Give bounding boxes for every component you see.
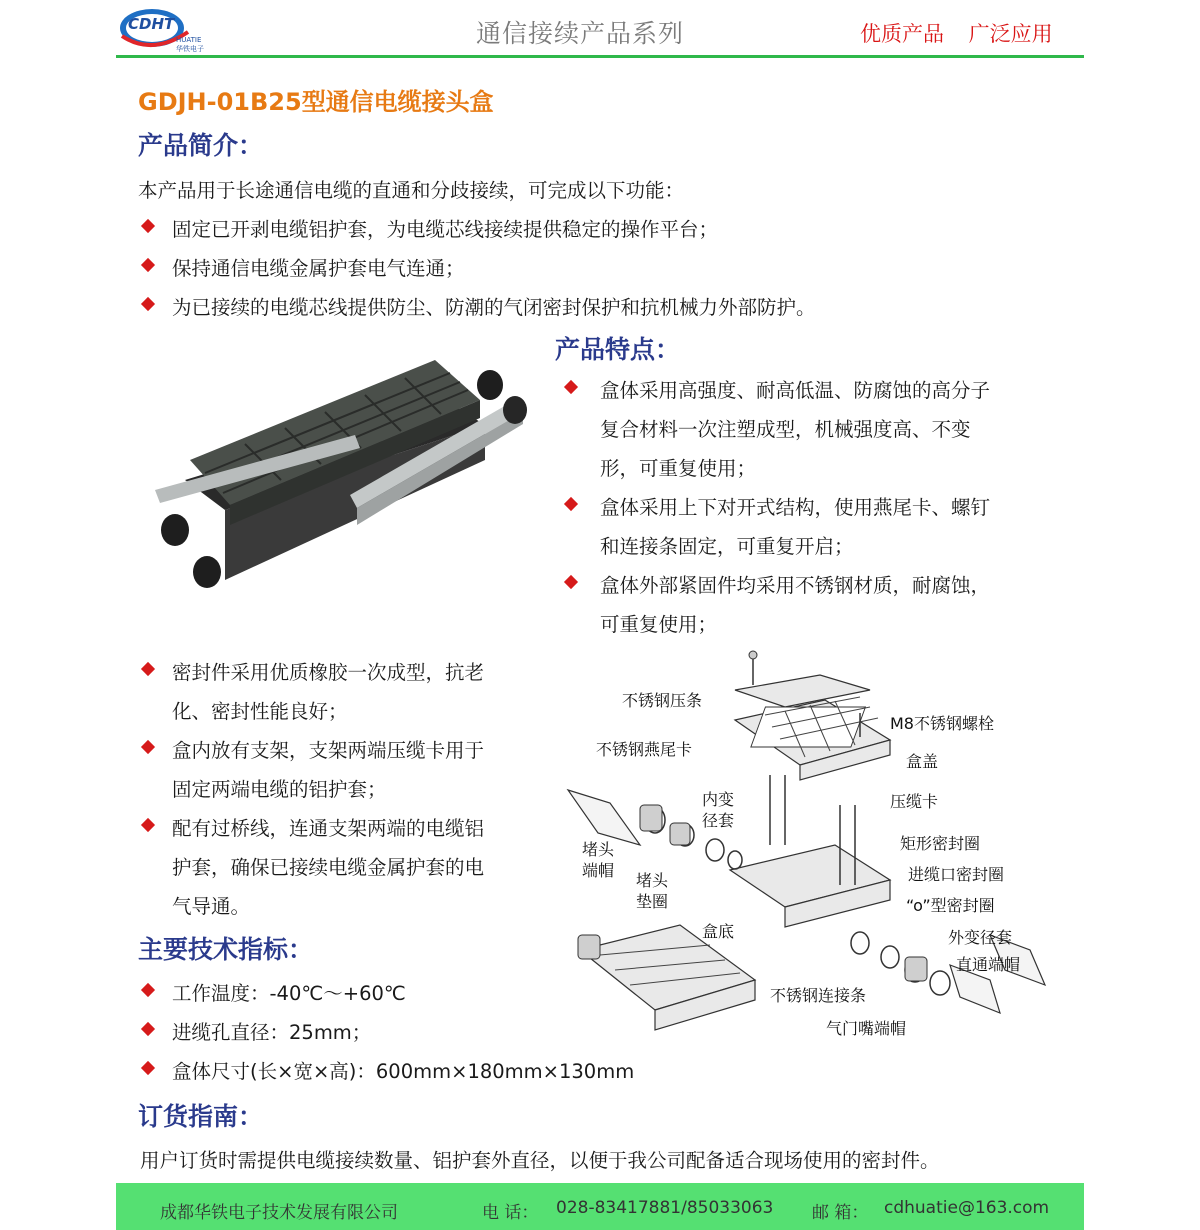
label-straight-cap: 直通端帽 (956, 955, 1021, 974)
product-title: GDJH-01B25型通信电缆接头盒 (138, 88, 494, 116)
footer-email[interactable]: cdhuatie@163.com (884, 1198, 1050, 1218)
exploded-diagram (560, 645, 1050, 1040)
label-valve-cap: 气门嘴端帽 (826, 1019, 907, 1038)
bullet-icon (141, 1061, 155, 1075)
header-slogan: 优质产品 广泛应用 (860, 22, 1053, 46)
label-outer-sleeve: 外变径套 (948, 928, 1013, 947)
feature-line: 配有过桥线，连通支架两端的电缆铝 (172, 817, 485, 840)
bullet-icon (564, 380, 578, 394)
label-strip: 不锈钢压条 (622, 691, 703, 710)
feature-line: 盒内放有支架，支架两端压缆卡用于 (172, 739, 485, 762)
bullet-icon (564, 497, 578, 511)
feature-line: 形，可重复使用； (600, 457, 757, 480)
bullet-icon (141, 740, 155, 754)
header-title: 通信接续产品系列 (475, 19, 684, 48)
label-plug-cap-2: 端帽 (582, 861, 615, 880)
bullet-icon (141, 662, 155, 676)
intro-bullet-2: 保持通信电缆金属护套电气连通； (172, 257, 465, 280)
label-lid: 盒盖 (906, 752, 939, 771)
label-plug-gasket-2: 垫圈 (636, 892, 669, 911)
label-connector-strip: 不锈钢连接条 (770, 986, 867, 1005)
bullet-icon (141, 983, 155, 997)
bullet-icon (141, 1022, 155, 1036)
intro-lead: 本产品用于长途通信电缆的直通和分歧接续，可完成以下功能： (138, 179, 685, 202)
footer-phone: 028-83417881/85033063 (556, 1198, 774, 1218)
bullet-icon (141, 219, 155, 233)
header-divider (116, 55, 1084, 58)
label-clamp: 压缆卡 (890, 792, 939, 811)
section-heading-ordering: 订货指南： (138, 1102, 264, 1131)
product-photo (145, 340, 535, 600)
spec-item: 盒体尺寸(长×宽×高)：600mm×180mm×130mm (172, 1060, 635, 1083)
feature-line: 可重复使用； (600, 613, 718, 636)
intro-bullet-3: 为已接续的电缆芯线提供防尘、防潮的气闭密封保护和抗机械力外部防护。 (172, 296, 816, 319)
label-plug-gasket-1: 堵头 (636, 871, 669, 890)
bullet-icon (141, 297, 155, 311)
section-heading-intro: 产品简介： (138, 131, 264, 160)
logo-text: CDHT (128, 15, 175, 33)
label-bolt: M8不锈钢螺栓 (890, 714, 994, 733)
label-dovetail: 不锈钢燕尾卡 (596, 740, 693, 759)
footer-company: 成都华铁电子技术发展有限公司 (160, 1203, 398, 1223)
logo-cn-text: 华铁电子 (176, 45, 204, 53)
label-inner-sleeve-2: 径套 (702, 811, 735, 830)
label-o-ring: “o”型密封圈 (906, 896, 995, 915)
feature-line: 盒体采用上下对开式结构，使用燕尾卡、螺钉 (600, 496, 991, 519)
spec-item: 工作温度：-40℃～+60℃ (172, 982, 406, 1005)
label-plug-cap-1: 堵头 (582, 840, 615, 859)
feature-line: 化、密封性能良好； (172, 700, 348, 723)
feature-line: 护套，确保已接续电缆金属护套的电 (172, 856, 485, 879)
label-base: 盒底 (702, 922, 735, 941)
label-entry-seal: 进缆口密封圈 (908, 865, 1005, 884)
feature-line: 盒体外部紧固件均采用不锈钢材质，耐腐蚀， (600, 574, 991, 597)
bullet-icon (564, 575, 578, 589)
company-logo (118, 6, 218, 52)
spec-item: 进缆孔直径：25mm； (172, 1021, 372, 1044)
bullet-icon (141, 258, 155, 272)
logo-subtext: HUATIE (176, 36, 202, 44)
feature-line: 盒体采用高强度、耐高低温、防腐蚀的高分子 (600, 379, 991, 402)
feature-line: 复合材料一次注塑成型，机械强度高、不变 (600, 418, 971, 441)
ordering-text: 用户订货时需提供电缆接续数量、铝护套外直径，以便于我公司配备适合现场使用的密封件。 (140, 1149, 940, 1172)
feature-line: 和连接条固定，可重复开启； (600, 535, 854, 558)
feature-line: 密封件采用优质橡胶一次成型，抗老 (172, 661, 485, 684)
feature-line: 固定两端电缆的铝护套； (172, 778, 387, 801)
section-heading-specs: 主要技术指标： (138, 935, 314, 964)
intro-bullet-1: 固定已开剥电缆铝护套，为电缆芯线接续提供稳定的操作平台； (172, 218, 719, 241)
label-rect-seal: 矩形密封圈 (900, 834, 981, 853)
feature-line: 气导通。 (172, 895, 251, 918)
footer-email-label: 邮 箱： (812, 1203, 869, 1223)
footer-phone-label: 电 话： (482, 1203, 539, 1223)
label-inner-sleeve-1: 内变 (702, 790, 735, 809)
bullet-icon (141, 818, 155, 832)
section-heading-features: 产品特点： (555, 335, 681, 364)
